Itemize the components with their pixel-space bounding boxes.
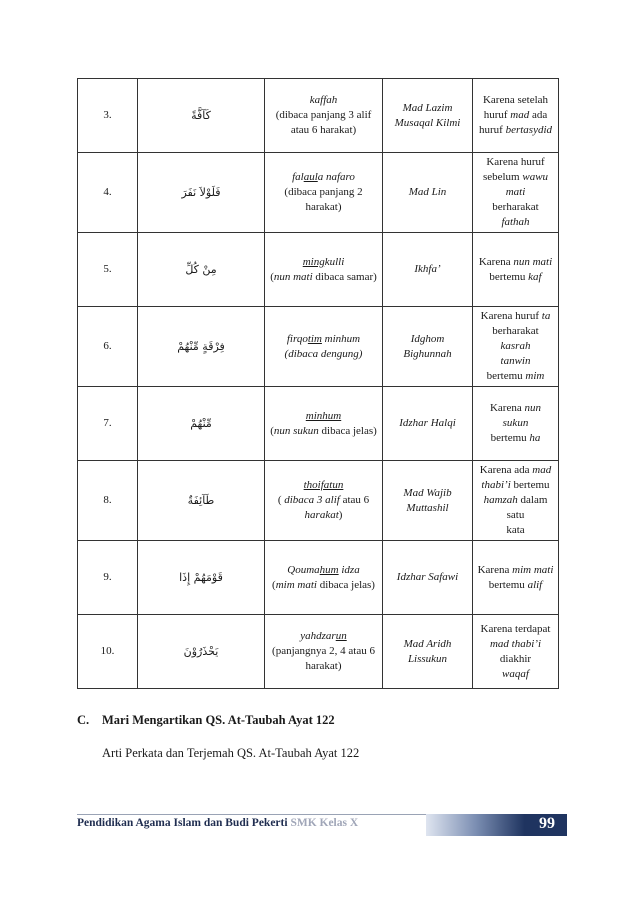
text-run: ha: [529, 432, 541, 444]
text-run: dibaca samar): [312, 270, 377, 283]
text-run: (panjangnya 2, 4 atau 6 harakat): [272, 645, 375, 672]
text-run: Ikhfa’: [414, 263, 441, 275]
footer-title: [77, 817, 358, 829]
text-run: ta: [541, 310, 551, 322]
text-run: Karena: [489, 402, 525, 414]
text-run: mim mati: [275, 578, 317, 591]
text-run: dalam satu: [506, 494, 548, 521]
arabic-text: كَآفَّةً: [138, 79, 265, 153]
text-run: Lissukun: [407, 652, 448, 665]
row-number: 3.: [78, 79, 138, 153]
table-row: [78, 461, 559, 541]
text-run: sebelum: [482, 171, 523, 183]
row-number: 7.: [78, 387, 138, 461]
table-row: [78, 541, 559, 615]
arabic-text: مِنْ كُلِّ: [138, 233, 265, 307]
text-run: kata: [506, 524, 525, 536]
text-run: diakhir: [499, 652, 532, 665]
text-run: atau 6: [339, 494, 370, 506]
text-run: dibaca 3 alif: [284, 494, 340, 506]
text-run: nun mati: [513, 255, 553, 268]
hukum-cell: [383, 233, 473, 307]
text-run: a nafaro: [317, 171, 355, 183]
text-run: Muttashil: [406, 501, 449, 514]
row-number: 5.: [78, 233, 138, 307]
reason-cell: [473, 461, 559, 541]
reading-note: (dibaca panjang 2 harakat): [284, 186, 363, 213]
arabic-text: يَحْذَرُوْنَ: [138, 615, 265, 689]
text-run: minhum: [321, 332, 361, 345]
table-row: [78, 307, 559, 387]
tajwid-table: [77, 78, 559, 689]
text-run: tanwin: [500, 355, 531, 367]
text-run: Bighunnah: [403, 347, 452, 360]
hukum-cell: [383, 153, 473, 233]
row-number: 8.: [78, 461, 138, 541]
arabic-text: فَلَوْلاَ نَفَرَ: [138, 153, 265, 233]
text-run: bertasydid: [505, 124, 553, 136]
reason-cell: [473, 79, 559, 153]
section-subtitle: Arti Perkata dan Terjemah QS. At-Taubah Ayat 122: [102, 746, 360, 760]
page-number: 99: [539, 815, 555, 832]
section-label: C.: [77, 713, 90, 727]
text-run: (: [270, 270, 274, 283]
reason-cell: [473, 615, 559, 689]
text-run: (dibaca dengung): [284, 347, 363, 360]
hukum-cell: [383, 307, 473, 387]
reading-cell: [265, 233, 383, 307]
text-run: mad thabi’i: [489, 637, 542, 650]
text-run: berharakat: [492, 201, 539, 213]
text-run: Karena setelah: [482, 94, 549, 106]
text-run: bertemu: [486, 370, 526, 382]
text-run: (: [272, 578, 276, 591]
arabic-text: فِرْقَةٍ مِّنْهُمْ: [138, 307, 265, 387]
arabic-text: طَآئِفَةٌ: [138, 461, 265, 541]
text-run: fal: [292, 171, 304, 183]
table-row: [78, 79, 559, 153]
text-run: ming: [302, 255, 325, 268]
text-run: kasrah: [500, 340, 531, 352]
text-run: huruf: [478, 124, 506, 136]
text-run: (: [277, 494, 285, 506]
text-run: bertemu: [510, 479, 550, 491]
text-run: Karena huruf: [486, 156, 545, 168]
reason-cell: [473, 153, 559, 233]
text-run: hamzah: [483, 494, 518, 506]
reason-cell: [473, 541, 559, 615]
text-run: aul: [303, 171, 318, 183]
text-run: Idghom: [410, 332, 445, 345]
text-run: Musaqal Kilmi: [394, 116, 461, 129]
table-row: [78, 615, 559, 689]
text-run: mad: [532, 464, 552, 476]
text-run: fathah: [501, 216, 530, 228]
hukum-cell: [383, 461, 473, 541]
reason-cell: [473, 387, 559, 461]
text-run: Idzhar Halqi: [399, 417, 456, 429]
section-heading: [77, 713, 335, 728]
text-run: (: [270, 424, 274, 437]
text-run: Mad Lazim: [402, 101, 453, 114]
text-run: bertemu: [488, 578, 528, 591]
text-run: un: [335, 630, 347, 642]
text-run: harakat: [304, 509, 339, 521]
reading-cell: [265, 153, 383, 233]
row-number: 6.: [78, 307, 138, 387]
footer-page-bar: [426, 814, 567, 836]
text-run: Mad Wajib: [403, 486, 452, 499]
hukum-cell: [383, 541, 473, 615]
reason-cell: [473, 307, 559, 387]
text-run: Karena huruf: [480, 310, 542, 322]
table-row: [78, 387, 559, 461]
text-run: thoifatun: [303, 479, 344, 491]
text-run: mim: [525, 370, 545, 382]
text-run: ada: [529, 109, 548, 121]
text-run: Qouma: [287, 563, 320, 576]
reason-cell: [473, 233, 559, 307]
reading-note: (dibaca panjang 3 alif atau 6 harakat): [275, 109, 372, 136]
text-run: Karena terdapat: [480, 622, 551, 635]
text-run: minhum: [305, 409, 342, 422]
text-run: Karena: [477, 563, 513, 576]
text-run: bertemu: [489, 270, 529, 283]
arabic-text: قَوْمَهُمْ إِذَا: [138, 541, 265, 615]
text-run: Mad Aridh: [403, 637, 452, 650]
text-run: huruf: [483, 109, 511, 121]
hukum-cell: [383, 615, 473, 689]
reading-cell: [265, 461, 383, 541]
row-number: 9.: [78, 541, 138, 615]
text-run: dibaca jelas): [316, 578, 375, 591]
row-number: 10.: [78, 615, 138, 689]
text-run: tim: [307, 332, 322, 345]
text-run: berharakat: [492, 325, 539, 337]
text-run: kulli: [324, 255, 345, 268]
text-run: Karena ada: [479, 464, 533, 476]
table-body: [78, 79, 559, 689]
text-run: yahdzar: [300, 630, 336, 642]
hukum-cell: [383, 387, 473, 461]
text-run: nun sukun: [273, 424, 319, 437]
text-run: nun sukun: [502, 402, 541, 429]
text-run: bertemu: [490, 432, 530, 444]
hukum-cell: [383, 79, 473, 153]
footer-grade: SMK Kelas X: [290, 817, 359, 829]
section-title: Mari Mengartikan QS. At-Taubah Ayat 122: [102, 713, 335, 727]
text-run: wawu mati: [505, 171, 549, 198]
table-row: [78, 153, 559, 233]
reading-cell: [265, 79, 383, 153]
arabic-text: مِّنْهُمْ: [138, 387, 265, 461]
reading-cell: [265, 541, 383, 615]
row-number: 4.: [78, 153, 138, 233]
text-run: hum: [319, 563, 339, 576]
text-run: nun mati: [273, 270, 313, 283]
text-run: Karena: [478, 255, 514, 268]
text-run: Mad Lin: [408, 186, 447, 198]
footer-book-title: Pendidikan Agama Islam dan Budi Pekerti: [77, 817, 288, 829]
table-row: [78, 233, 559, 307]
reading-cell: [265, 615, 383, 689]
text-run: kaf: [528, 270, 542, 283]
text-run: thabi’i: [481, 479, 511, 491]
reading-cell: [265, 387, 383, 461]
text-run: dibaca jelas): [318, 424, 377, 437]
text-run: kaffah: [309, 94, 338, 106]
text-run: idza: [338, 563, 360, 576]
text-run: Idzhar Safawi: [396, 571, 459, 583]
reading-cell: [265, 307, 383, 387]
text-run: waqaf: [502, 667, 529, 680]
text-run: alif: [527, 578, 543, 591]
text-run: ): [338, 509, 343, 521]
text-run: mad: [510, 109, 530, 121]
text-run: firqo: [286, 332, 308, 345]
text-run: mim mati: [512, 563, 554, 576]
